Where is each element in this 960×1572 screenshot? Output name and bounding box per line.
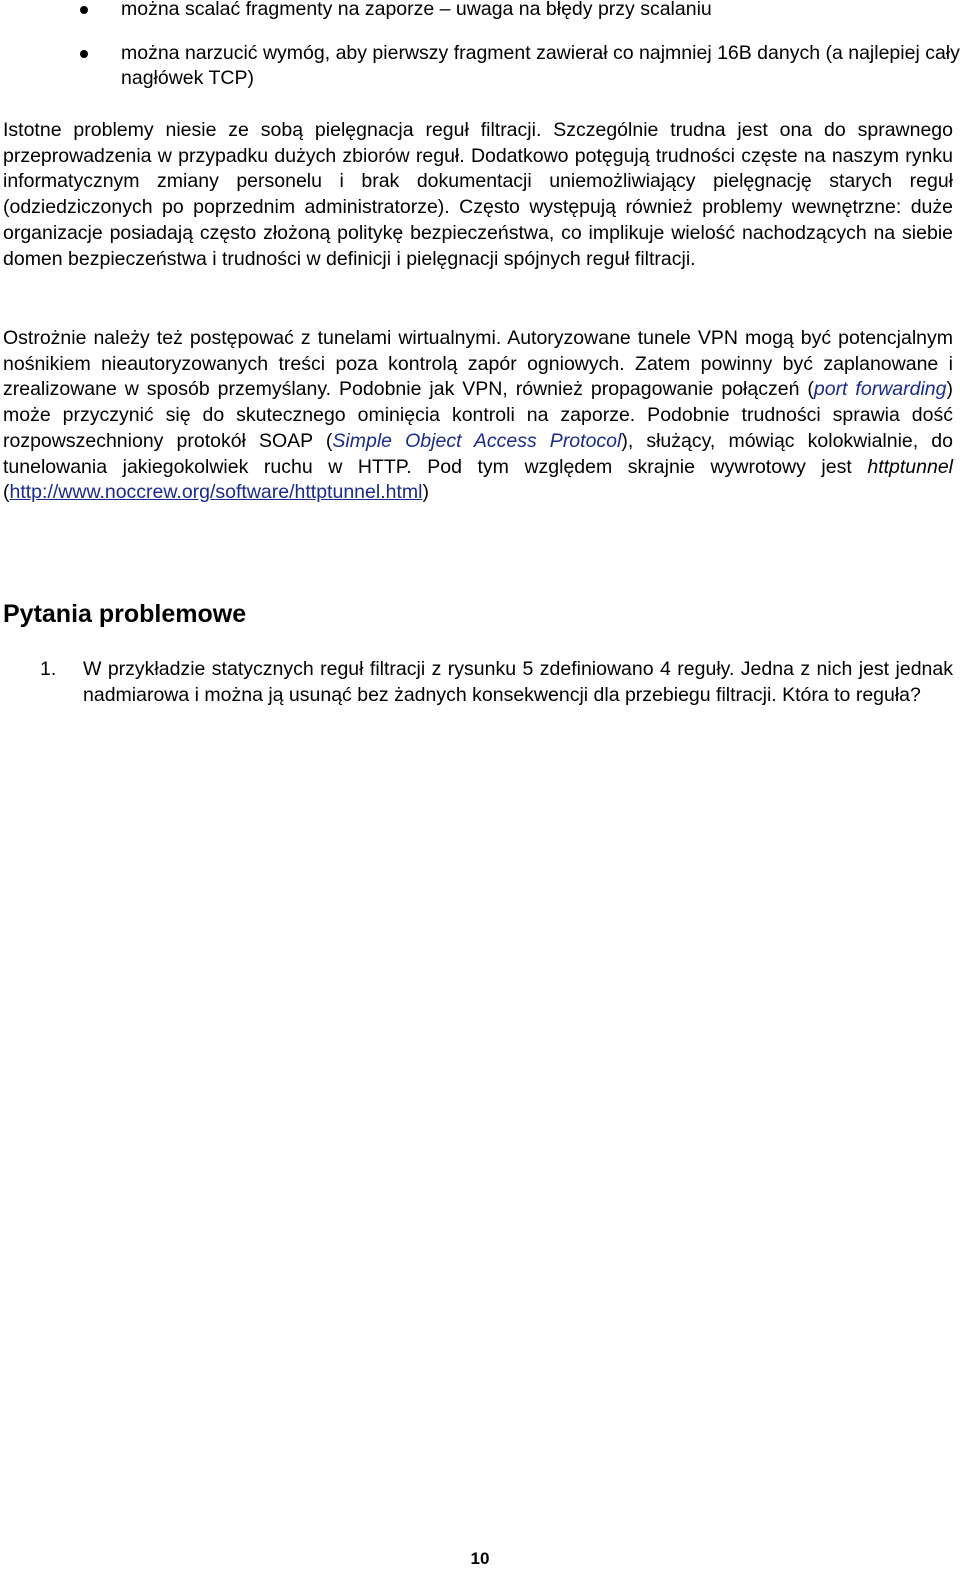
question-number: 1. xyxy=(40,658,57,680)
term-soap: Simple Object Access Protocol xyxy=(332,429,622,452)
bullet-item xyxy=(0,0,960,23)
paragraph-text: ) xyxy=(422,481,429,504)
term-port-forwarding: port forwarding xyxy=(813,378,947,401)
term-httptunnel: httptunnel xyxy=(867,455,953,478)
bullet-dot-icon xyxy=(80,6,88,14)
httptunnel-link[interactable]: http://www.noccrew.org/software/httptunnel.html xyxy=(9,481,423,504)
question-list xyxy=(0,657,953,708)
bullet-text: można narzucić wymóg, aby pierwszy fragment zawierał co najmniej 16B danych (a najlepiej cały nagłówek TCP) xyxy=(121,41,960,90)
paragraph-text: Ostrożnie należy też postępować z tunelami wirtualnymi. Autoryzowane tunele VPN mogą być potencjalnym nośnikiem nieautoryzowanych treści poza kontrolą zapór ogniowych. Zatem powinny być zaplanowane i zrealizowane w sposób przemyślany. Podobnie jak VPN, również propagowanie połączeń ( xyxy=(3,327,953,401)
bullet-list xyxy=(0,0,960,110)
bullet-text: można scalać fragmenty na zaporze – uwaga na błędy przy scalaniu xyxy=(121,0,712,20)
page-number: 10 xyxy=(470,1549,490,1568)
paragraph-text: ( xyxy=(3,481,10,504)
bullet-dot-icon xyxy=(80,50,88,58)
bullet-item xyxy=(0,41,960,92)
paragraph-filter-rules: Istotne problemy niesie ze sobą pielęgnacja reguł filtracji. Szczególnie trudna jest ona do sprawnego przeprowadzenia w przypadku dużych zbiorów reguł. Dodatkowo potęgują trudności częste na naszym rynku informatycznym zmiany personelu i brak dokumentacji uniemożliwiający pielęgnację starych reguł (odziedziczonych po poprzednim administratorze). Często występują również problemy wewnętrzne: duże organizacje posiadają często złożoną politykę bezpieczeństwa, co implikuje wielość nachodzących na siebie domen bezpieczeństwa i trudności w definicji i pielęgnacji spójnych reguł filtracji. xyxy=(3,119,953,270)
question-text: W przykładzie statycznych reguł filtracji z rysunku 5 zdefiniowano 4 reguły. Jedna z nich jest jednak nadmiarowa i można ją usunąć bez żadnych konsekwencji dla przebiegu filtracji. Która to reguła? xyxy=(83,658,953,706)
paragraph-text: ), służący, mówiąc kolokwialnie, do tunelowania jakiegokolwiek ruchu w HTTP. Pod tym względem skrajnie wywrotowy jest xyxy=(3,429,953,478)
paragraph-text: ) może przyczynić się do skutecznego ominięcia kontroli na zaporze. Podobnie trudności sprawia dość rozpowszechniony protokół SOAP ( xyxy=(3,378,953,452)
paragraph-tunnels xyxy=(3,326,953,506)
section-heading: Pytania problemowe xyxy=(3,600,247,628)
question-item xyxy=(0,657,953,708)
